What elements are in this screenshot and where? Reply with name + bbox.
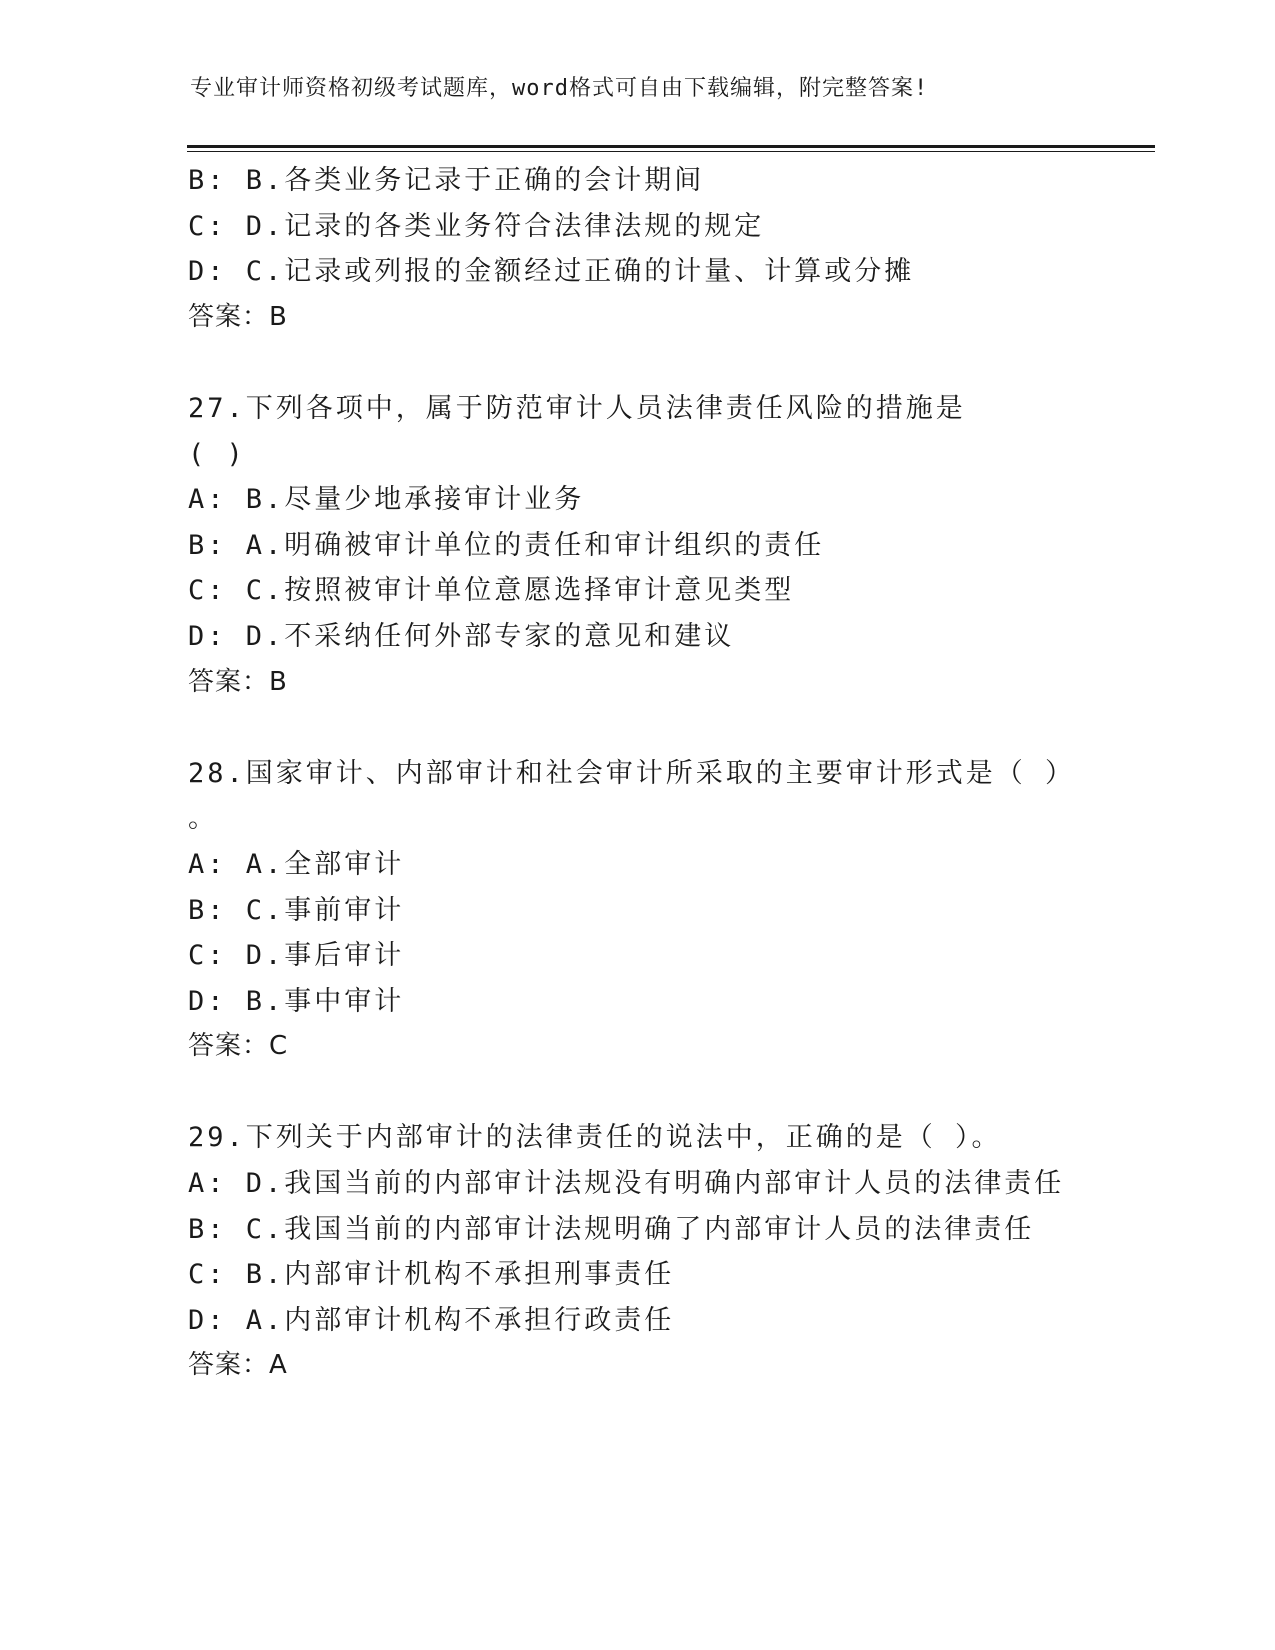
answer: 答案：A [188, 1350, 288, 1381]
option-c: C: D.记录的各类业务符合法律法规的规定 [188, 210, 765, 242]
header-rule-thick [187, 145, 1155, 148]
option-d: D: A.内部审计机构不承担行政责任 [188, 1304, 675, 1336]
answer: 答案：B [188, 666, 288, 697]
option-b: B: B.各类业务记录于正确的会计期间 [188, 165, 705, 196]
option-c: C: C.按照被审计单位意愿选择审计意见类型 [188, 575, 795, 607]
option-d: D: B.事中审计 [188, 985, 405, 1017]
header-rule-thin [187, 151, 1155, 152]
option-b: B: C.事前审计 [188, 894, 405, 926]
option-a: A: B.尽量少地承接审计业务 [188, 484, 585, 516]
question-stem-continued: 。 [188, 803, 218, 835]
answer: 答案：C [188, 1031, 289, 1062]
spacer [188, 705, 1148, 751]
question-stem-continued: ( ) [188, 438, 246, 470]
option-c: C: B.内部审计机构不承担刑事责任 [188, 1259, 675, 1291]
question-27 [188, 386, 1148, 705]
question-28 [188, 751, 1148, 1070]
page-header: 专业审计师资格初级考试题库，word格式可自由下载编辑，附完整答案! [190, 76, 929, 101]
question-partial [188, 158, 1148, 340]
spacer [188, 340, 1148, 386]
option-a: A: D.我国当前的内部审计法规没有明确内部审计人员的法律责任 [188, 1168, 1065, 1200]
spacer [188, 1070, 1148, 1116]
option-b: B: A.明确被审计单位的责任和审计组织的责任 [188, 529, 825, 561]
question-list [188, 158, 1148, 1389]
question-stem: 29.下列关于内部审计的法律责任的说法中，正确的是（ ）。 [188, 1122, 1002, 1154]
question-stem: 27.下列各项中，属于防范审计人员法律责任风险的措施是 [188, 392, 966, 424]
option-b: B: C.我国当前的内部审计法规明确了内部审计人员的法律责任 [188, 1213, 1035, 1245]
option-d: D: D.不采纳任何外部专家的意见和建议 [188, 620, 735, 652]
question-29 [188, 1115, 1148, 1389]
option-a: A: A.全部审计 [188, 848, 405, 880]
option-d: D: C.记录或列报的金额经过正确的计量、计算或分摊 [188, 256, 915, 288]
question-stem: 28.国家审计、内部审计和社会审计所采取的主要审计形式是（ ） [188, 757, 1076, 789]
option-c: C: D.事后审计 [188, 940, 405, 972]
answer: 答案：B [188, 301, 288, 332]
